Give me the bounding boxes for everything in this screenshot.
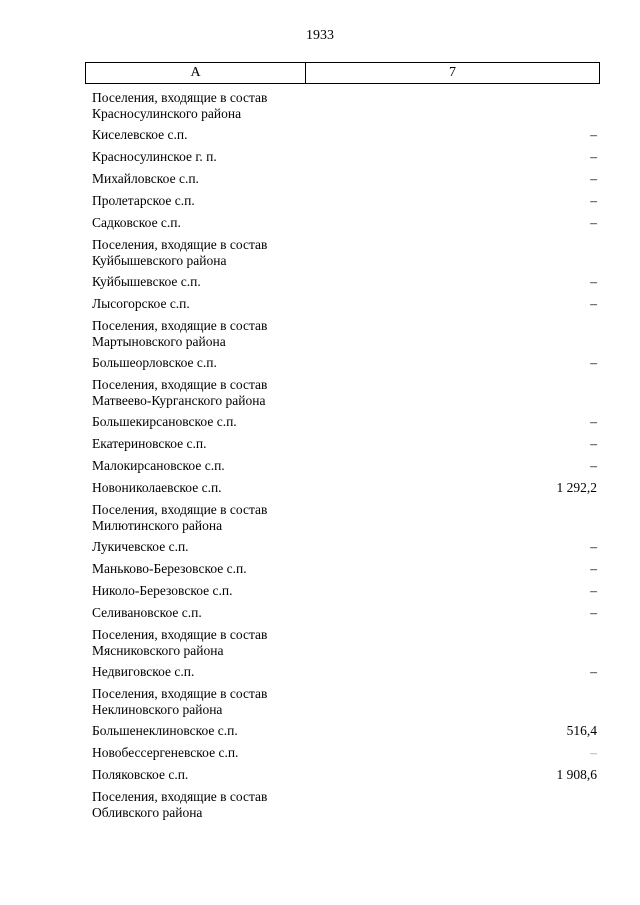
table-group-row <box>92 686 597 723</box>
table-row <box>92 745 597 767</box>
settlement-name: Поляковское с.п. <box>92 767 189 782</box>
table-group-row <box>92 789 597 826</box>
table-row <box>92 583 597 605</box>
district-heading: Поселения, входящие в состав Куйбышевского района <box>92 237 268 268</box>
value-cell: 1 292,2 <box>556 480 597 495</box>
settlement-name: Садковское с.п. <box>92 215 181 230</box>
table-row <box>92 127 597 149</box>
table-row <box>92 296 597 318</box>
table-row <box>92 539 597 561</box>
district-heading: Поселения, входящие в состав Милютинского района <box>92 502 268 533</box>
table-row <box>92 561 597 583</box>
table-group-row <box>92 318 597 355</box>
table-row <box>92 171 597 193</box>
value-cell: – <box>590 745 597 760</box>
settlement-name: Лысогорское с.п. <box>92 296 190 311</box>
table-group-row <box>92 502 597 539</box>
table-group-row <box>92 377 597 414</box>
table-group-row <box>92 237 597 274</box>
table-row <box>92 605 597 627</box>
table-row <box>92 436 597 458</box>
table-header <box>85 62 600 84</box>
settlement-name: Малокирсановское с.п. <box>92 458 225 473</box>
value-cell: – <box>590 274 597 289</box>
value-cell: 1 908,6 <box>556 767 597 782</box>
settlement-name: Большекирсановское с.п. <box>92 414 237 429</box>
settlement-name: Большенеклиновское с.п. <box>92 723 238 738</box>
settlement-name: Новобессергеневское с.п. <box>92 745 239 760</box>
value-cell: – <box>590 583 597 598</box>
value-cell: – <box>590 664 597 679</box>
value-cell: – <box>590 127 597 142</box>
district-heading: Поселения, входящие в состав Матвеево-Курганского района <box>92 377 268 408</box>
settlement-name: Михайловское с.п. <box>92 171 199 186</box>
settlement-name: Николо-Березовское с.п. <box>92 583 233 598</box>
value-cell: – <box>590 539 597 554</box>
value-cell: – <box>590 355 597 370</box>
table-row <box>92 664 597 686</box>
settlement-name: Лукичевское с.п. <box>92 539 189 554</box>
value-cell: – <box>590 149 597 164</box>
value-cell: – <box>590 193 597 208</box>
table-row <box>92 149 597 171</box>
value-cell: – <box>590 458 597 473</box>
district-heading: Поселения, входящие в состав Мартыновского района <box>92 318 268 349</box>
value-cell: – <box>590 296 597 311</box>
table-group-row <box>92 627 597 664</box>
settlement-name: Большеорловское с.п. <box>92 355 217 370</box>
table-row <box>92 458 597 480</box>
value-cell: 516,4 <box>566 723 597 738</box>
district-heading: Поселения, входящие в состав Неклиновского района <box>92 686 268 717</box>
page-number: 1933 <box>306 28 334 43</box>
table-row <box>92 193 597 215</box>
table-row <box>92 723 597 745</box>
value-cell: – <box>590 414 597 429</box>
settlement-name: Недвиговское с.п. <box>92 664 195 679</box>
district-heading: Поселения, входящие в состав Красносулинского района <box>92 90 268 121</box>
settlement-name: Куйбышевское с.п. <box>92 274 201 289</box>
district-heading: Поселения, входящие в состав Мясниковского района <box>92 627 268 658</box>
settlement-name: Новониколаевское с.п. <box>92 480 222 495</box>
table-row <box>92 355 597 377</box>
table-row <box>92 215 597 237</box>
table-body <box>92 90 597 826</box>
settlement-name: Селивановское с.п. <box>92 605 202 620</box>
table-row <box>92 480 597 502</box>
table-row <box>92 767 597 789</box>
value-cell: – <box>590 605 597 620</box>
settlement-name: Красносулинское г. п. <box>92 149 217 164</box>
settlement-name: Екатериновское с.п. <box>92 436 207 451</box>
value-cell: – <box>590 171 597 186</box>
table-group-row <box>92 90 597 127</box>
district-heading: Поселения, входящие в состав Обливского района <box>92 789 268 820</box>
value-cell: – <box>590 215 597 230</box>
table-row <box>92 274 597 296</box>
settlement-name: Киселевское с.п. <box>92 127 188 142</box>
value-cell: – <box>590 561 597 576</box>
header-column-7: 7 <box>449 65 456 80</box>
value-cell: – <box>590 436 597 451</box>
header-column-a: А <box>86 63 306 83</box>
settlement-name: Пролетарское с.п. <box>92 193 195 208</box>
settlement-name: Маньково-Березовское с.п. <box>92 561 247 576</box>
table-row <box>92 414 597 436</box>
